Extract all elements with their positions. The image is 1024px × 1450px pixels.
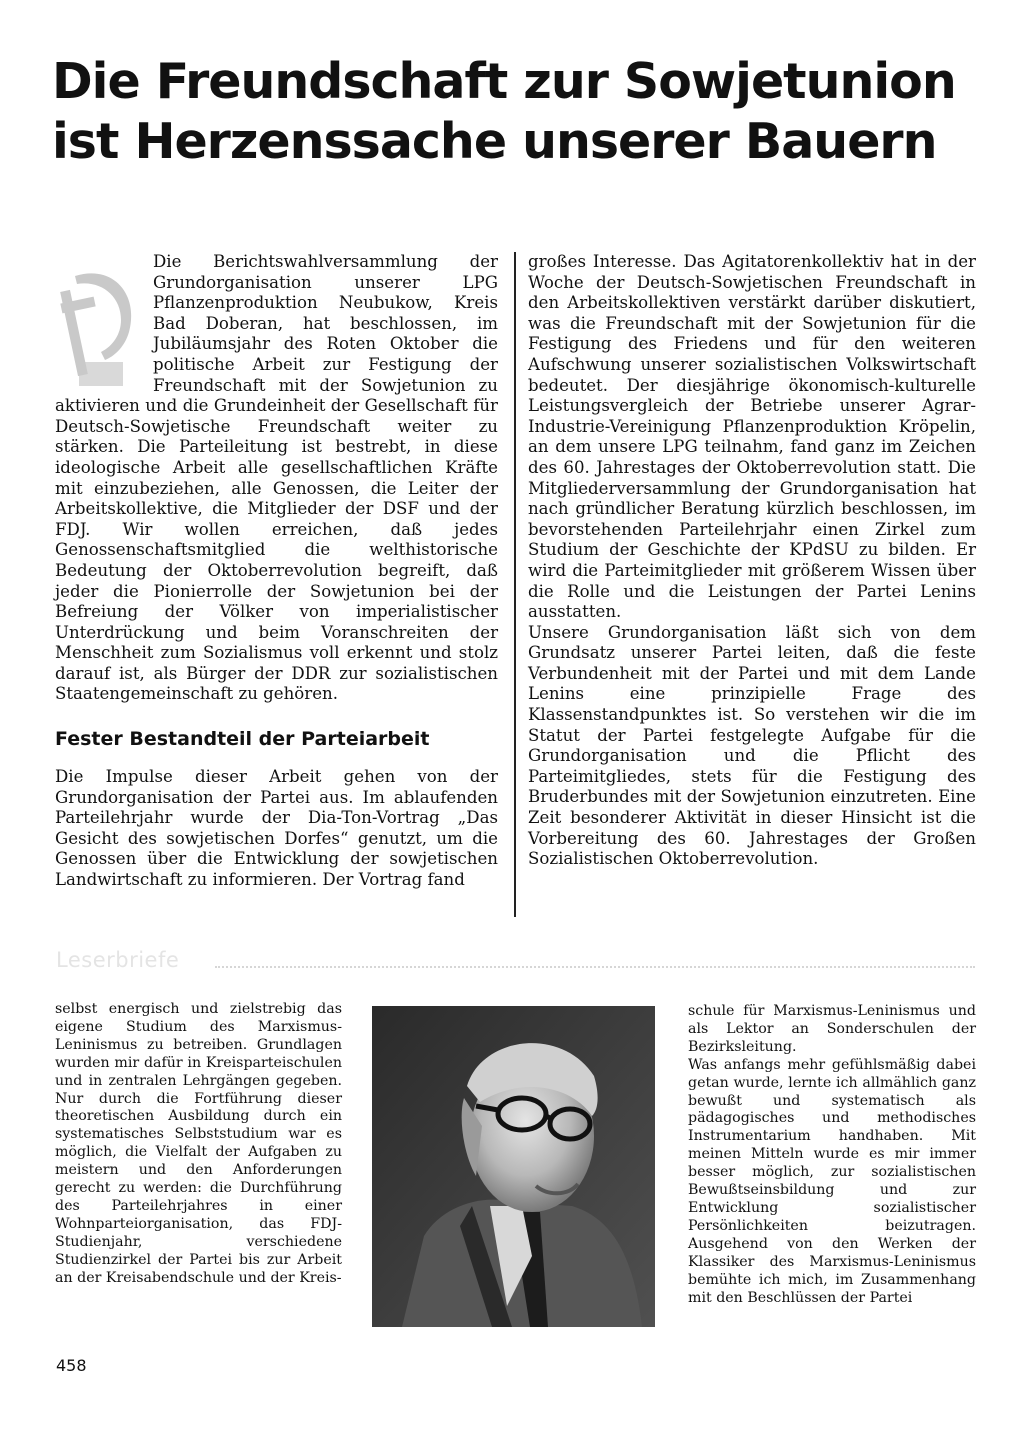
article-column-right (528, 252, 976, 870)
letter-column-1 (55, 1001, 342, 1288)
letter-paragraph: Was anfangs mehr gefühlsmäßig dabei getan wurde, lernte ich allmählich ganz bewußt und systematisch als pädagogisches und methodisches Instrumentarium handhaben. Mit meinen Mitteln wurde es mir immer besser möglich, zur sozialistischen Bewußtseinsbildung und zur Entwicklung sozialistischer Persönlichkeiten beizutragen. Ausgehend von den Werken der Klassiker des Marxismus-Leninismus bemühte ich mich, im Zusammenhang mit den Beschlüssen der Partei (688, 1056, 976, 1306)
article-subheading: Fester Bestandteil der Parteiarbeit (55, 728, 430, 751)
article-paragraph: Unsere Grundorganisation läßt sich von dem Grundsatz unserer Partei leiten, daß die feste Verbundenheit mit der Partei und mit dem Lande Lenins eine prinzipielle Frage des Klassenstandpunktes ist. So verstehen wir die im Statut der Partei festgelegte Aufgabe für die Grundorganisation und die Pflicht des Parteimitgliedes, stets für die Festigung des Bruderbundes mit der Sowjetunion einzutreten. Eine Zeit besonderer Aktivität in dieser Hinsicht ist die Vorbereitung des 60. Jahrestages der Großen Sozialistischen Oktoberrevolution. (528, 622, 976, 869)
hammer-and-sickle-icon (55, 254, 143, 394)
portrait-image (372, 1006, 655, 1327)
headline-line-1: Die Freundschaft zur Sowjetunion (52, 53, 956, 110)
section-divider (215, 966, 975, 968)
article-column-left (55, 252, 498, 891)
page-number: 458 (56, 1356, 87, 1375)
article-paragraph: Die Berichtswahlversammlung der Grundorganisation unserer LPG Pflanzenproduktion Neubukow, Kreis Bad Doberan, hat beschlossen, im Jubiläumsjahr des Roten Oktober die politische Arbeit zur Festigung der Freundschaft mit der Sowjetunion zu aktivieren und die Grundeinheit der Gesellschaft für Deutsch-Sowjetische Freundschaft weiter zu stärken. Die Parteileitung ist bestrebt, in diese ideologische Arbeit alle gesellschaftlichen Kräfte mit einzubeziehen, alle Genossen, die Leiter der Arbeitskollektive, die Mitglieder der DSF und der FDJ. Wir wollen erreichen, daß jedes Genossenschaftsmitglied die welthistorische Bedeutung der Oktoberrevolution begreift, daß jeder die Pionierrolle der Sowjetunion bei der Befreiung der Völker von imperialistischer Unterdrückung und beim Voranschreiten der Menschheit zum Sozialismus voll erkennt und stolz darauf ist, als Bürger der DDR zur sozialistischen Staatengemeinschaft zu gehören. (55, 252, 498, 704)
section-label: Leserbriefe (56, 948, 180, 972)
article-paragraph: großes Interesse. Das Agitatorenkollektiv hat in der Woche der Deutsch-Sowjetischen Freundschaft in den Arbeitskollektiven verstärkt darüber diskutiert, was die Freundschaft mit der Sowjetunion für die Festigung des Friedens und für den weiteren Aufschwung unserer sozialistischen Volkswirtschaft bedeutet. Der diesjährige ökonomisch-kulturelle Leistungsvergleich der Betriebe unserer Agrar-Industrie-Vereinigung Pflanzenproduktion Kröpelin, an dem unsere LPG teilnahm, fand ganz im Zeichen des 60. Jahrestages der Oktoberrevolution statt. Die Mitgliederversammlung der Grundorganisation hat nach gründlicher Beratung kürzlich beschlossen, im bevorstehenden Parteilehrjahr einen Zirkel zum Studium der Geschichte der KPdSU zu bilden. Er wird die Parteimitglieder mit größerem Wissen über die Rolle und die Leistungen der Partei Lenins ausstatten. (528, 252, 976, 622)
article-paragraph: Die Impulse dieser Arbeit gehen von der Grundorganisation der Partei aus. Im ablaufenden Parteilehrjahr wurde der Dia-Ton-Vortrag „Das Gesicht des sowjetischen Dorfes“ genutzt, um die Genossen über die Entwicklung der sowjetischen Landwirtschaft zu informieren. Der Vortrag fand (55, 767, 498, 890)
letter-paragraph: selbst energisch und zielstrebig das eigene Studium des Marxismus-Leninismus zu betreiben. Grundlagen wurden mir dafür in Kreisparteischulen und in zentralen Lehrgängen gegeben. Nur durch die Fortführung dieser theoretischen Ausbildung durch ein systematisches Selbststudium war es möglich, die Vielfalt der Aufgaben zu meistern und den Anforderungen gerecht zu werden: die Durchführung des Parteilehrjahres in einer Wohnparteiorganisation, das FDJ-Studienjahr, verschiedene Studienzirkel der Partei bis zur Arbeit an der Kreisabendschule und der Kreis- (55, 1001, 342, 1286)
column-divider (514, 252, 516, 917)
article-headline (52, 52, 992, 172)
letter-paragraph: schule für Marxismus-Leninismus und als Lektor an Sonderschulen der Bezirksleitung. (688, 1003, 976, 1055)
author-photo (372, 1006, 655, 1327)
letter-column-3 (688, 1003, 976, 1307)
headline-line-2: ist Herzenssache unserer Bauern (52, 113, 937, 170)
